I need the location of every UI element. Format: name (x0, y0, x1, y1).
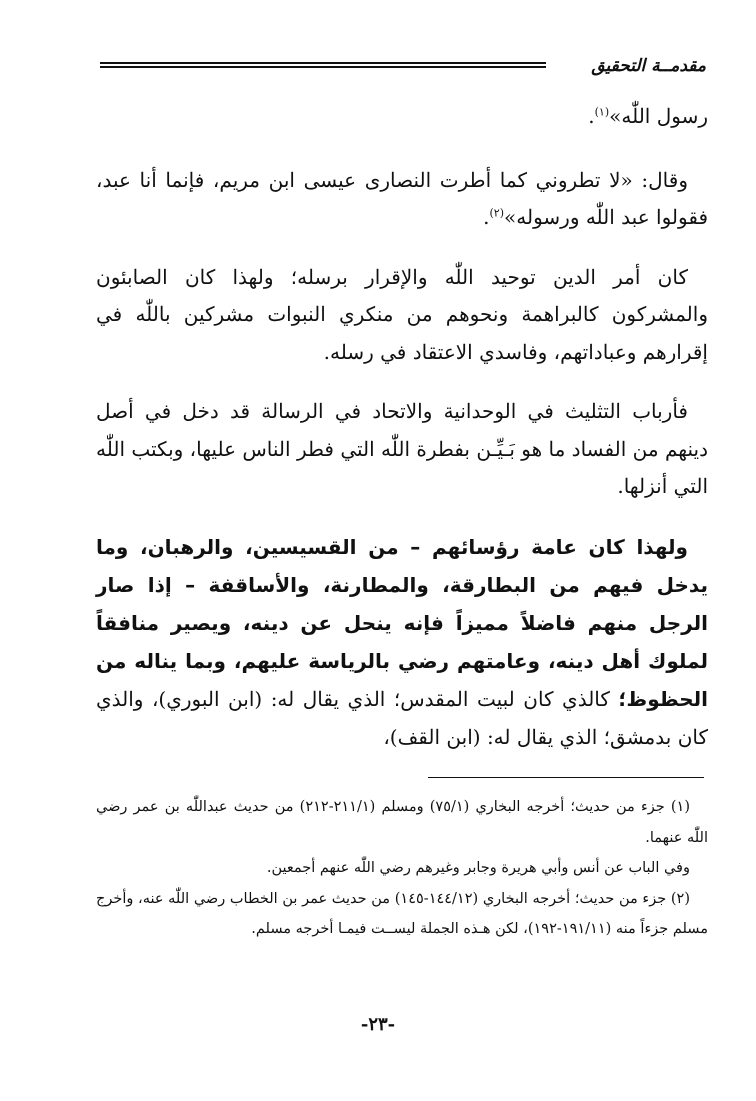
paragraph-5 (96, 528, 708, 756)
footnote-ref-1[interactable]: (١) (594, 105, 610, 119)
paragraph-2-text: وقال: «لا تطروني كما أطرت النصارى عيسى ابن مريم، فإنما أنا عبد، فقولوا عبد اللّٰه ورسوله» (96, 167, 708, 229)
main-text (96, 98, 708, 756)
paragraph-2-end: . (483, 205, 490, 229)
paragraph-1 (96, 98, 708, 136)
footnote-2: (٢) جزء من حديث؛ أخرجه البخاري (١٤٤/١٢-١٤٥) من حديث عمر بن الخطاب رضي اللّٰه عنه، وأخرج مسلم جزءاً منه (١٩١/١١-١٩٢)، لكن هـذه الجملة ليســت فيمـا أخرجه مسلم. (96, 890, 708, 937)
paragraph-5-bold-text: ولهذا كان عامة رؤسائهم – من القسيسين، والرهبان، وما يدخل فيهم من البطارقة، والمطارنة، والأساقفة – إذا صار الرجل منهم فاضلاً مميزاً فإنه ينحل عن دينه، ويصير منافقاً لملوك أهل دينه، وعامتهم رضي بالرياسة عليهم، وبما يناله من الحظوظ؛ (96, 534, 708, 711)
footnote-ref-2[interactable]: (٢) (489, 206, 505, 220)
paragraph-5-text: كالذي كان لبيت المقدس؛ الذي يقال له: (ابن البوري)، والذي كان بدمشق؛ الذي يقال له: (ابن القف)، (96, 686, 708, 749)
running-header (100, 52, 706, 80)
footnote-separator (428, 777, 704, 778)
paragraph-2 (96, 162, 708, 237)
running-title: مقدمــة التحقيق (591, 56, 706, 76)
paragraph-4: فأرباب التثليث في الوحدانية والاتحاد في الرسالة قد دخل في أصل دينهم من الفساد ما هو بَـيِّـن بفطرة اللّٰه التي فطر الناس عليها، وبكتب اللّٰه التي أنزلها. (96, 399, 708, 498)
paragraph-1-text: رسول اللّٰه» (609, 104, 708, 128)
header-double-rule (100, 62, 546, 68)
page-number: -٢٣- (360, 1014, 396, 1035)
footnote-1-continued: وفي الباب عن أنس وأبي هريرة وجابر وغيرهم رضي اللّٰه عنهم أجمعين. (266, 860, 690, 876)
paragraph-3: كان أمر الدين توحيد اللّٰه والإقرار برسله؛ ولهذا كان الصابئون والمشركون كالبراهمة ونحوهم من منكري النبوات مشركين باللّٰه في إقرارهم وعباداتهم، وفاسدي الاعتقاد في رسله. (96, 264, 708, 364)
footnote-1: (١) جزء من حديث؛ أخرجه البخاري (٧٥/١) ومسلم (٢١١/١-٢١٢) من حديث عبداللّٰه بن عمر رضي اللّٰه عنهما. (96, 799, 708, 846)
paragraph-1-end: . (588, 104, 595, 128)
footnotes (96, 792, 708, 945)
